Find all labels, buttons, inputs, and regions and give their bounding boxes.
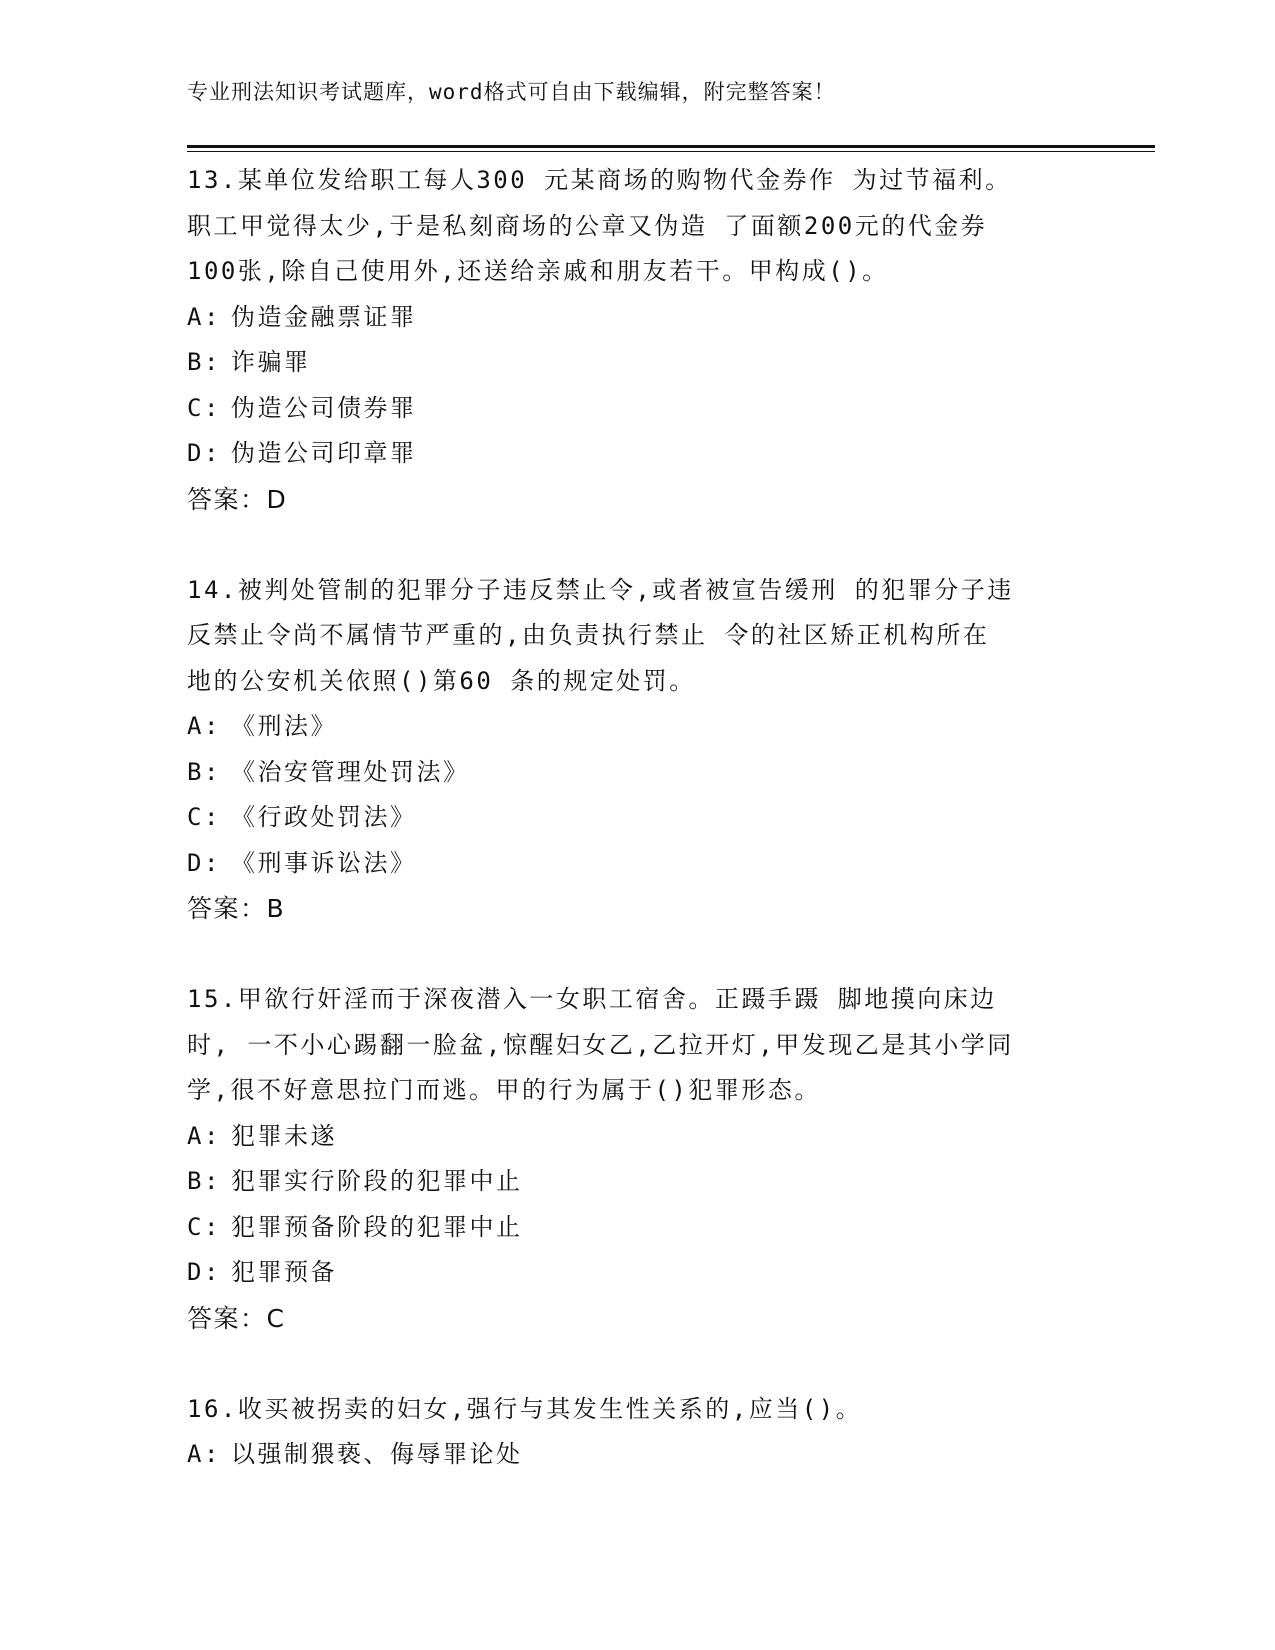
option-b <box>187 340 1087 386</box>
option-c <box>187 386 1087 432</box>
question-stem-line: 100张,除自己使用外,还送给亲戚和朋友若干。甲构成()。 <box>187 257 889 285</box>
question-stem-line: 15.甲欲行奸淫而于深夜潜入一女职工宿舍。正蹑手蹑 脚地摸向床边 <box>187 985 997 1013</box>
option-text: 《刑事诉讼法》 <box>231 848 417 877</box>
answer-label: 答案：B <box>187 894 286 923</box>
option-letter: B: <box>187 757 221 786</box>
option-c <box>187 795 1087 841</box>
question-stem-line: 学,很不好意思拉门而逃。甲的行为属于()犯罪形态。 <box>187 1076 821 1104</box>
option-text: 犯罪未遂 <box>231 1121 337 1150</box>
option-d <box>187 1250 1087 1296</box>
question-stem-line: 16.收买被拐卖的妇女,强行与其发生性关系的,应当()。 <box>187 1394 863 1423</box>
question-13 <box>187 158 1087 522</box>
option-letter: A: <box>187 712 221 740</box>
option-letter: A: <box>187 1121 221 1150</box>
option-b <box>187 1159 1087 1205</box>
header-rule-thick <box>187 145 1155 148</box>
option-text: 诈骗罪 <box>231 348 311 376</box>
page-header: 专业刑法知识考试题库，word格式可自由下载编辑，附完整答案！ <box>187 80 836 104</box>
option-d <box>187 431 1087 477</box>
option-a <box>187 295 1087 341</box>
option-letter: B: <box>187 1167 221 1195</box>
answer-label: 答案：C <box>187 1303 286 1333</box>
question-spacer <box>187 522 1087 568</box>
option-letter: D: <box>187 439 221 467</box>
option-letter: D: <box>187 1258 221 1286</box>
option-text: 伪造公司印章罪 <box>231 439 417 467</box>
option-text: 犯罪预备阶段的犯罪中止 <box>231 1212 523 1241</box>
option-text: 犯罪预备 <box>231 1258 337 1286</box>
option-letter: A: <box>187 302 221 331</box>
option-text: 犯罪实行阶段的犯罪中止 <box>231 1167 523 1195</box>
question-14 <box>187 568 1087 932</box>
question-16 <box>187 1387 1087 1478</box>
answer-label: 答案：D <box>187 484 288 514</box>
option-a <box>187 704 1087 750</box>
question-stem-line: 地的公安机关依照()第60 条的规定处罚。 <box>187 666 696 695</box>
question-15 <box>187 977 1087 1341</box>
option-letter: C: <box>187 1212 221 1241</box>
option-b <box>187 750 1087 796</box>
question-stem-line: 时, 一不小心踢翻一脸盆,惊醒妇女乙,乙拉开灯,甲发现乙是其小学同 <box>187 1030 1014 1059</box>
option-text: 《行政处罚法》 <box>231 803 417 831</box>
option-d <box>187 841 1087 887</box>
option-letter: C: <box>187 393 221 422</box>
option-letter: A: <box>187 1440 221 1468</box>
option-text: 以强制猥亵、侮辱罪论处 <box>231 1440 523 1468</box>
option-a <box>187 1114 1087 1160</box>
option-letter: B: <box>187 348 221 376</box>
option-letter: C: <box>187 803 221 831</box>
question-list <box>187 158 1087 1478</box>
option-text: 伪造金融票证罪 <box>231 302 417 331</box>
option-text: 《刑法》 <box>231 712 337 740</box>
option-a <box>187 1432 1087 1478</box>
question-stem-line: 反禁止令尚不属情节严重的,由负责执行禁止 令的社区矫正机构所在 <box>187 621 990 649</box>
question-stem-line: 14.被判处管制的犯罪分子违反禁止令,或者被宣告缓刑 的犯罪分子违 <box>187 575 1014 604</box>
option-text: 伪造公司债券罪 <box>231 393 417 422</box>
question-stem-line: 职工甲觉得太少,于是私刻商场的公章又伪造 了面额200元的代金券 <box>187 211 988 240</box>
option-text: 《治安管理处罚法》 <box>231 757 470 786</box>
question-spacer <box>187 1341 1087 1387</box>
header-rule-thin <box>187 151 1155 152</box>
option-c <box>187 1205 1087 1251</box>
question-spacer <box>187 932 1087 978</box>
question-stem-line: 13.某单位发给职工每人300 元某商场的购物代金券作 为过节福利。 <box>187 166 1012 194</box>
option-letter: D: <box>187 848 221 877</box>
